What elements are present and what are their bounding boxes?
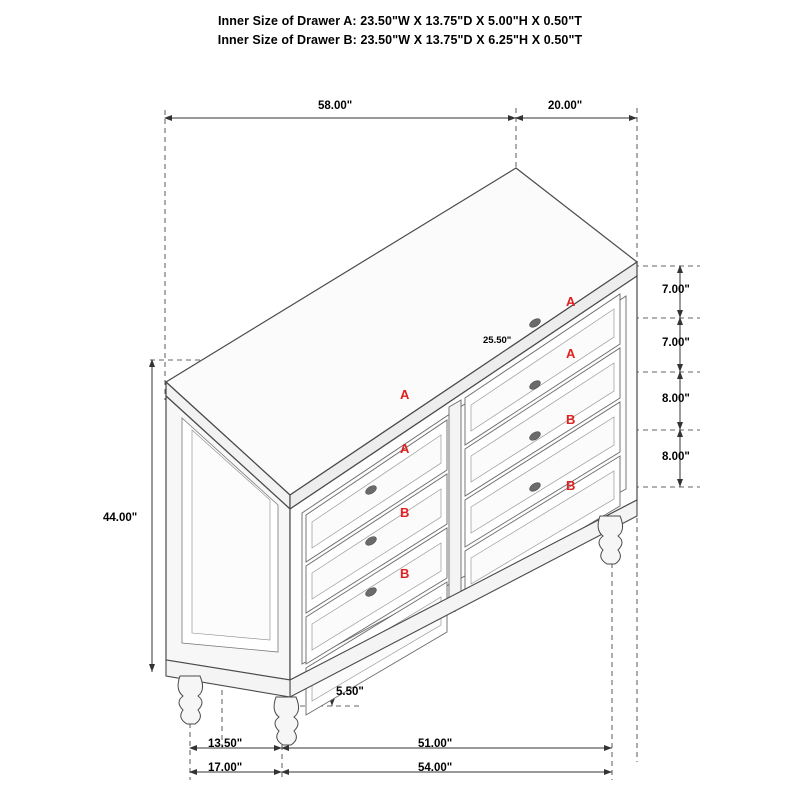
drawer-label-left-1: A xyxy=(400,387,410,402)
drawer-label-right-3: B xyxy=(566,412,576,427)
dim-bottom-inner: 51.00" xyxy=(418,738,453,750)
dim-right-3: 8.00" xyxy=(662,393,690,405)
dim-bottom-left-small: 13.50" xyxy=(208,738,243,750)
drawer-label-left-2: A xyxy=(400,441,410,456)
dim-top-depth: 20.00" xyxy=(548,100,583,112)
drawer-label-left-4: B xyxy=(400,566,410,581)
dim-right-2: 7.00" xyxy=(662,337,690,349)
dim-drawer-front-width: 25.50" xyxy=(483,335,512,346)
drawer-label-right-1: A xyxy=(566,294,576,309)
drawer-label-right-4: B xyxy=(566,478,576,493)
drawer-label-right-2: A xyxy=(566,346,576,361)
drawer-label-left-3: B xyxy=(400,505,410,520)
dim-bottom-left-outer: 17.00" xyxy=(208,762,243,774)
dim-top-width: 58.00" xyxy=(318,100,353,112)
dim-right-4: 8.00" xyxy=(662,451,690,463)
header-line-2: Inner Size of Drawer B: 23.50"W X 13.75"D X 6.25"H X 0.50"T xyxy=(217,33,583,47)
header-line-1: Inner Size of Drawer A: 23.50"W X 13.75"D X 5.00"H X 0.50"T xyxy=(217,14,582,28)
dim-overall-height: 44.00" xyxy=(103,512,138,524)
dim-right-1: 7.00" xyxy=(662,284,690,296)
dim-foot-height: 5.50" xyxy=(336,686,364,698)
dim-bottom-overall: 54.00" xyxy=(418,762,453,774)
